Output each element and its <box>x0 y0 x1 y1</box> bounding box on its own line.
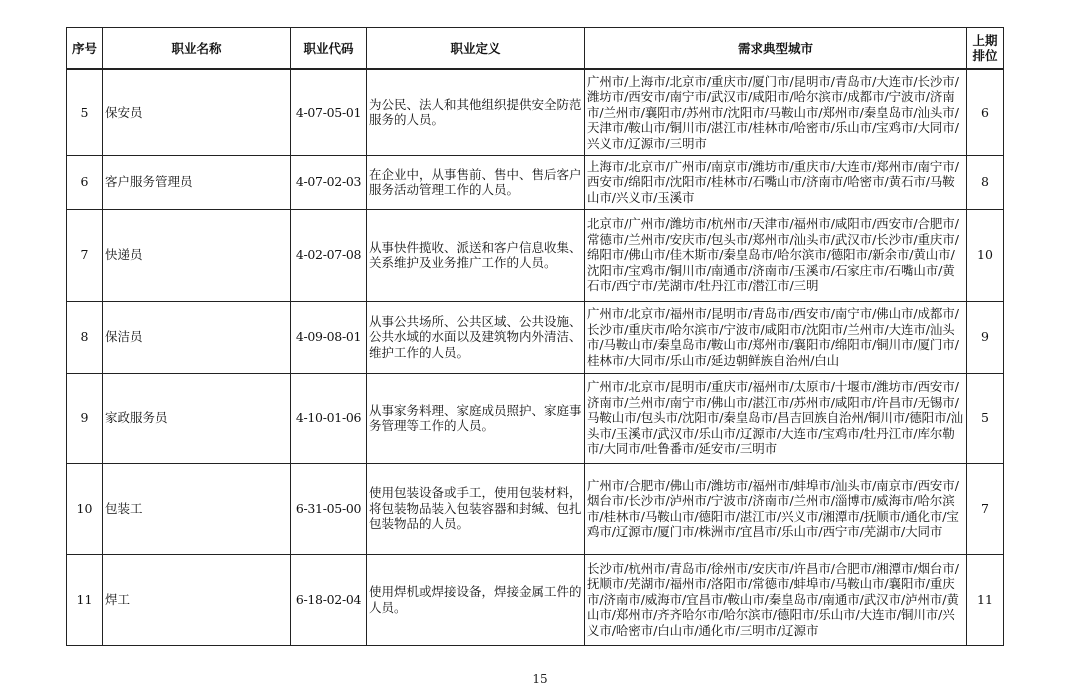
row-definition: 使用焊机或焊接设备，焊接金属工件的人员。 <box>367 554 585 645</box>
row-rank: 8 <box>967 155 1004 209</box>
table-row <box>67 554 1004 645</box>
row-name: 客户服务管理员 <box>103 155 291 209</box>
header-cities: 需求典型城市 <box>585 28 967 70</box>
row-cities: 上海市/北京市/广州市/南京市/潍坊市/重庆市/大连市/郑州市/南宁市/西安市/绵阳市/沈阳市/桂林市/石嘴山市/济南市/哈密市/黄石市/马鞍山市/兴义市/玉溪市 <box>585 155 967 209</box>
row-cities: 北京市/广州市/潍坊市/杭州市/天津市/福州市/咸阳市/西安市/合肥市/常德市/兰州市/安庆市/包头市/郑州市/汕头市/武汉市/长沙市/重庆市/绵阳市/佛山市/佳木斯市/秦皇岛市/哈尔滨市/德阳市/新余市/黄山市/沈阳市/宝鸡市/铜川市/南通市/济南市/玉溪市/石家庄市/石嘴山市/黄石市/西宁市/芜湖市/牡丹江市/潜江市/三明 <box>585 209 967 301</box>
occupation-table <box>66 27 1004 646</box>
header-code: 职业代码 <box>291 28 367 70</box>
row-cities: 广州市/合肥市/佛山市/潍坊市/福州市/蚌埠市/汕头市/南京市/西安市/烟台市/长沙市/泸州市/宁波市/济南市/兰州市/淄博市/威海市/哈尔滨市/桂林市/马鞍山市/德阳市/湛江市/兴义市/湘潭市/抚顺市/通化市/宝鸡市/辽源市/厦门市/株洲市/宜昌市/乐山市/西宁市/芜湖市/大同市 <box>585 463 967 554</box>
header-no: 序号 <box>67 28 103 70</box>
table-row <box>67 373 1004 463</box>
row-code: 4-02-07-08 <box>291 209 367 301</box>
row-no: 6 <box>67 155 103 209</box>
row-name: 焊工 <box>103 554 291 645</box>
row-code: 4-07-05-01 <box>291 69 367 155</box>
table-row <box>67 209 1004 301</box>
row-cities: 广州市/北京市/昆明市/重庆市/福州市/太原市/十堰市/潍坊市/西安市/济南市/兰州市/南宁市/佛山市/湛江市/苏州市/咸阳市/许昌市/无锡市/马鞍山市/包头市/沈阳市/秦皇岛市/昌吉回族自治州/铜川市/德阳市/汕头市/玉溪市/武汉市/乐山市/辽源市/大连市/宝鸡市/牡丹江市/库尔勒市/大同市/吐鲁番市/延安市/三明市 <box>585 373 967 463</box>
row-rank: 7 <box>967 463 1004 554</box>
header-rank: 上期排位 <box>967 28 1004 70</box>
page-number: 15 <box>532 672 548 686</box>
row-code: 4-07-02-03 <box>291 155 367 209</box>
row-name: 家政服务员 <box>103 373 291 463</box>
row-code: 6-18-02-04 <box>291 554 367 645</box>
row-rank: 11 <box>967 554 1004 645</box>
row-cities: 长沙市/杭州市/青岛市/徐州市/安庆市/许昌市/合肥市/湘潭市/烟台市/抚顺市/芜湖市/福州市/洛阳市/常德市/蚌埠市/马鞍山市/襄阳市/重庆市/济南市/威海市/宜昌市/鞍山市/秦皇岛市/南通市/武汉市/泸州市/黄山市/郑州市/齐齐哈尔市/哈尔滨市/德阳市/乐山市/大连市/铜川市/兴义市/哈密市/白山市/通化市/三明市/辽源市 <box>585 554 967 645</box>
row-rank: 6 <box>967 69 1004 155</box>
row-no: 11 <box>67 554 103 645</box>
row-rank: 5 <box>967 373 1004 463</box>
row-name: 包装工 <box>103 463 291 554</box>
row-definition: 为公民、法人和其他组织提供安全防范服务的人员。 <box>367 69 585 155</box>
row-no: 8 <box>67 301 103 373</box>
row-cities: 广州市/上海市/北京市/重庆市/厦门市/昆明市/青岛市/大连市/长沙市/潍坊市/西安市/南宁市/武汉市/咸阳市/哈尔滨市/成都市/宁波市/济南市/兰州市/襄阳市/苏州市/沈阳市/马鞍山市/郑州市/秦皇岛市/汕头市/天津市/鞍山市/铜川市/湛江市/桂林市/哈密市/乐山市/宝鸡市/大同市/兴义市/辽源市/三明市 <box>585 69 967 155</box>
row-name: 快递员 <box>103 209 291 301</box>
row-no: 7 <box>67 209 103 301</box>
header-definition: 职业定义 <box>367 28 585 70</box>
row-no: 5 <box>67 69 103 155</box>
table-row <box>67 463 1004 554</box>
row-definition: 从事快件揽收、派送和客户信息收集、关系维护及业务推广工作的人员。 <box>367 209 585 301</box>
table-header-row <box>67 28 1004 70</box>
row-name: 保安员 <box>103 69 291 155</box>
row-definition: 从事家务料理、家庭成员照护、家庭事务管理等工作的人员。 <box>367 373 585 463</box>
row-definition: 从事公共场所、公共区域、公共设施、公共水域的水面以及建筑物内外清洁、维护工作的人员。 <box>367 301 585 373</box>
row-code: 6-31-05-00 <box>291 463 367 554</box>
row-code: 4-09-08-01 <box>291 301 367 373</box>
row-code: 4-10-01-06 <box>291 373 367 463</box>
table-row <box>67 69 1004 155</box>
row-name: 保洁员 <box>103 301 291 373</box>
row-rank: 9 <box>967 301 1004 373</box>
row-definition: 在企业中，从事售前、售中、售后客户服务活动管理工作的人员。 <box>367 155 585 209</box>
header-name: 职业名称 <box>103 28 291 70</box>
row-cities: 广州市/北京市/福州市/昆明市/青岛市/西安市/南宁市/佛山市/成都市/长沙市/重庆市/哈尔滨市/宁波市/咸阳市/沈阳市/兰州市/大连市/汕头市/马鞍山市/秦皇岛市/鞍山市/郑州市/襄阳市/绵阳市/铜川市/厦门市/桂林市/大同市/乐山市/延边朝鲜族自治州/白山 <box>585 301 967 373</box>
table-row <box>67 155 1004 209</box>
row-no: 10 <box>67 463 103 554</box>
table-row <box>67 301 1004 373</box>
row-no: 9 <box>67 373 103 463</box>
row-definition: 使用包装设备或手工，使用包装材料，将包装物品装入包装容器和封缄、包扎包装物品的人员。 <box>367 463 585 554</box>
row-rank: 10 <box>967 209 1004 301</box>
